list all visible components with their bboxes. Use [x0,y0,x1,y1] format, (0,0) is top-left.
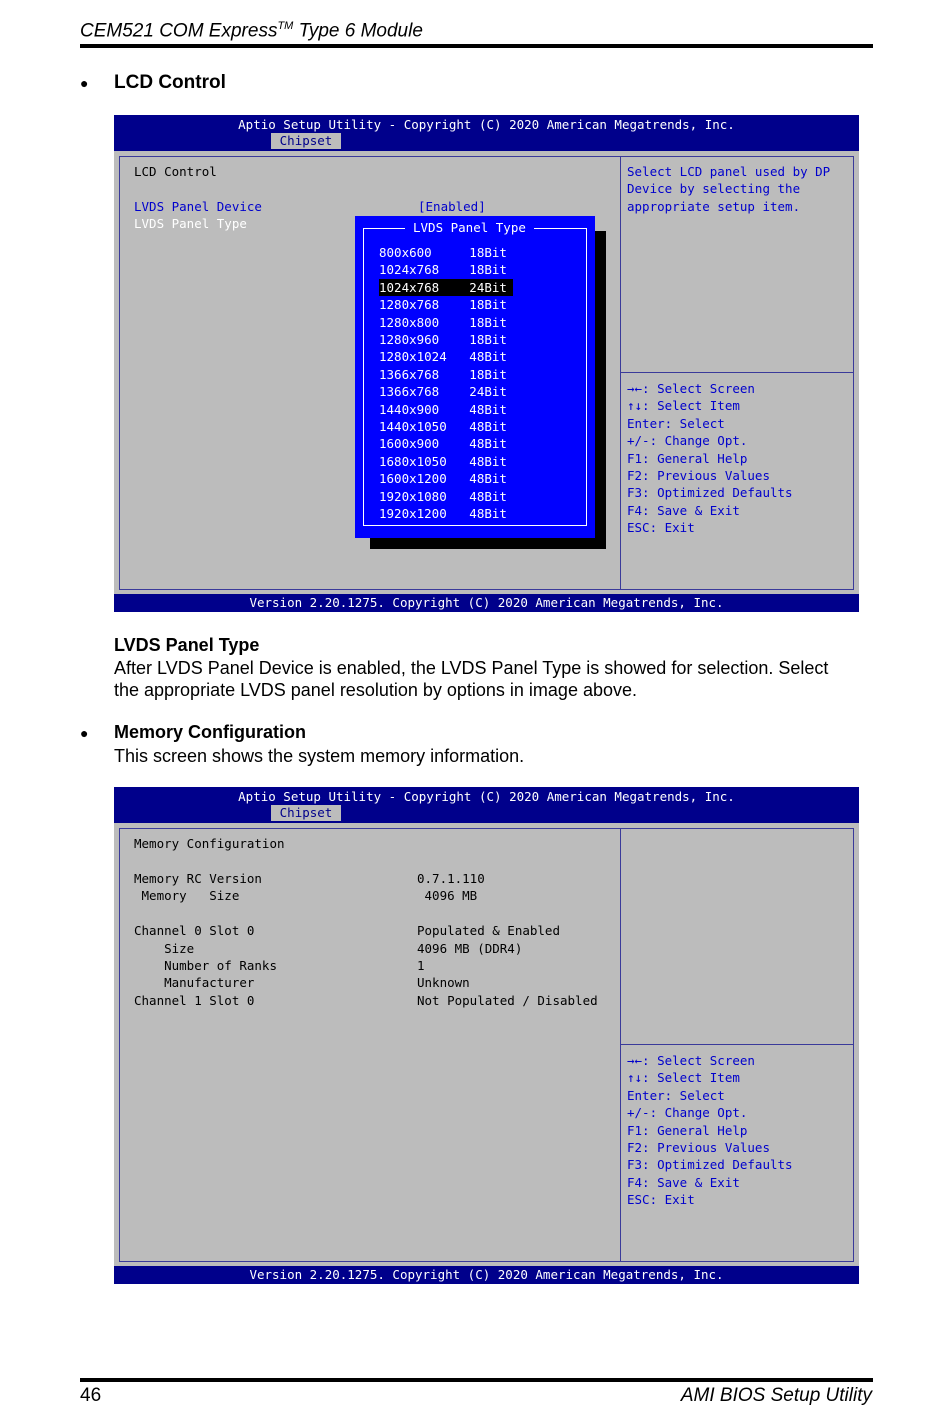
popup-option[interactable]: 1600x1200 48Bit [379,471,507,487]
header-rule [80,44,873,48]
bios-screen-lcd-control [114,115,859,612]
popup-option[interactable]: 1280x800 18Bit [379,314,507,330]
memory-row-label: Size [134,940,195,956]
popup-lvds-panel-type [355,216,595,538]
popup-option[interactable]: 1280x960 18Bit [379,332,507,347]
bios-title: Aptio Setup Utility - Copyright (C) 2020 American Megatrends, Inc. [238,789,735,804]
popup-option[interactable]: 1280x1024 48Bit [379,349,507,365]
popup-option[interactable]: 1600x900 48Bit [379,436,507,452]
tab-chipset[interactable]: Chipset [271,805,341,821]
memory-row-label: Memory Size [134,888,240,904]
paragraph-lvds-line1: After LVDS Panel Device is enabled, the LVDS Panel Type is showed for selection. Select [114,658,829,678]
popup-option[interactable]: 1280x768 18Bit [379,297,507,313]
footer-title: AMI BIOS Setup Utility [680,1385,872,1406]
bios-help-divider [620,372,854,373]
tab-chipset[interactable]: Chipset [271,133,341,149]
memory-row-value: 4096 MB (DDR4) [417,940,523,956]
key-legend: →←: Select Screen ↑↓: Select Item Enter: Select +/-: Change Opt. F1: General Help F2: Previous Values F3: Optimized Defaults F4: Save & Exit ESC: Exit [627,1053,793,1208]
bios-title-bar [114,787,859,823]
memory-row-label: Number of Ranks [134,958,277,973]
popup-option[interactable]: 1680x1050 48Bit [379,453,507,469]
memory-row-label: Memory RC Version [134,871,262,886]
popup-option[interactable]: 1440x1050 48Bit [379,419,507,434]
popup-option[interactable]: 1920x1200 48Bit [379,506,507,521]
key-legend: →←: Select Screen ↑↓: Select Item Enter: Select +/-: Change Opt. F1: General Help F2: Previous Values F3: Optimized Defaults F4: Save & Exit ESC: Exit [627,381,793,536]
popup-option[interactable]: 1366x768 24Bit [379,384,507,400]
bios-version-bar: Version 2.20.1275. Copyright (C) 2020 American Megatrends, Inc. [114,594,859,612]
bios-title-bar [114,115,859,151]
bios-version-bar: Version 2.20.1275. Copyright (C) 2020 American Megatrends, Inc. [114,1266,859,1284]
section-heading-lcd-control: LCD Control [114,72,226,93]
popup-option[interactable]: 1024x768 18Bit [379,262,507,278]
popup-option[interactable]: 1024x768 24Bit [379,279,513,296]
section-heading-memory-configuration: Memory Configuration [114,722,306,742]
bios-divider [620,156,621,590]
popup-title: LVDS Panel Type [405,220,534,235]
bios-screen-memory-configuration [114,787,859,1284]
value-lvds-panel-device[interactable]: [Enabled] [418,199,486,214]
popup-option[interactable]: 800x600 18Bit [379,245,507,260]
popup-option[interactable]: 1920x1080 48Bit [379,488,507,504]
page-number: 46 [80,1385,102,1406]
item-lvds-panel-device[interactable]: LVDS Panel Device [134,199,262,214]
bullet-icon: ● [80,725,89,741]
popup-option[interactable]: 1440x900 48Bit [379,401,507,417]
bios-title: Aptio Setup Utility - Copyright (C) 2020 American Megatrends, Inc. [238,117,735,132]
bios-section-title: Memory Configuration [134,836,285,851]
memory-row-value: Unknown [417,975,470,991]
memory-row-value: Not Populated / Disabled [417,992,598,1008]
paragraph-memory: This screen shows the system memory information. [114,746,525,766]
memory-row-value: 0.7.1.110 [417,871,485,886]
item-lvds-panel-type[interactable]: LVDS Panel Type [134,216,247,231]
bullet-icon: ● [80,75,89,91]
bios-help-divider [620,1044,854,1045]
memory-row-label: Channel 1 Slot 0 [134,992,255,1008]
sub-heading-lvds-panel-type: LVDS Panel Type [114,635,260,655]
memory-row-label: Manufacturer [134,975,255,991]
popup-option[interactable]: 1366x768 18Bit [379,366,507,382]
bios-divider [620,828,621,1262]
footer-rule [80,1378,873,1382]
memory-row-value: 1 [417,958,425,973]
paragraph-lvds-line2: the appropriate LVDS panel resolution by options in image above. [114,680,638,700]
memory-row-value: 4096 MB [417,888,478,904]
page-header-title: CEM521 COM Express™ Type 6 Module [80,20,423,42]
bios-section-title: LCD Control [134,164,217,179]
help-text: Select LCD panel used by DP Device by selecting the appropriate setup item. [627,164,831,214]
memory-row-value: Populated & Enabled [417,923,560,939]
memory-row-label: Channel 0 Slot 0 [134,923,255,939]
